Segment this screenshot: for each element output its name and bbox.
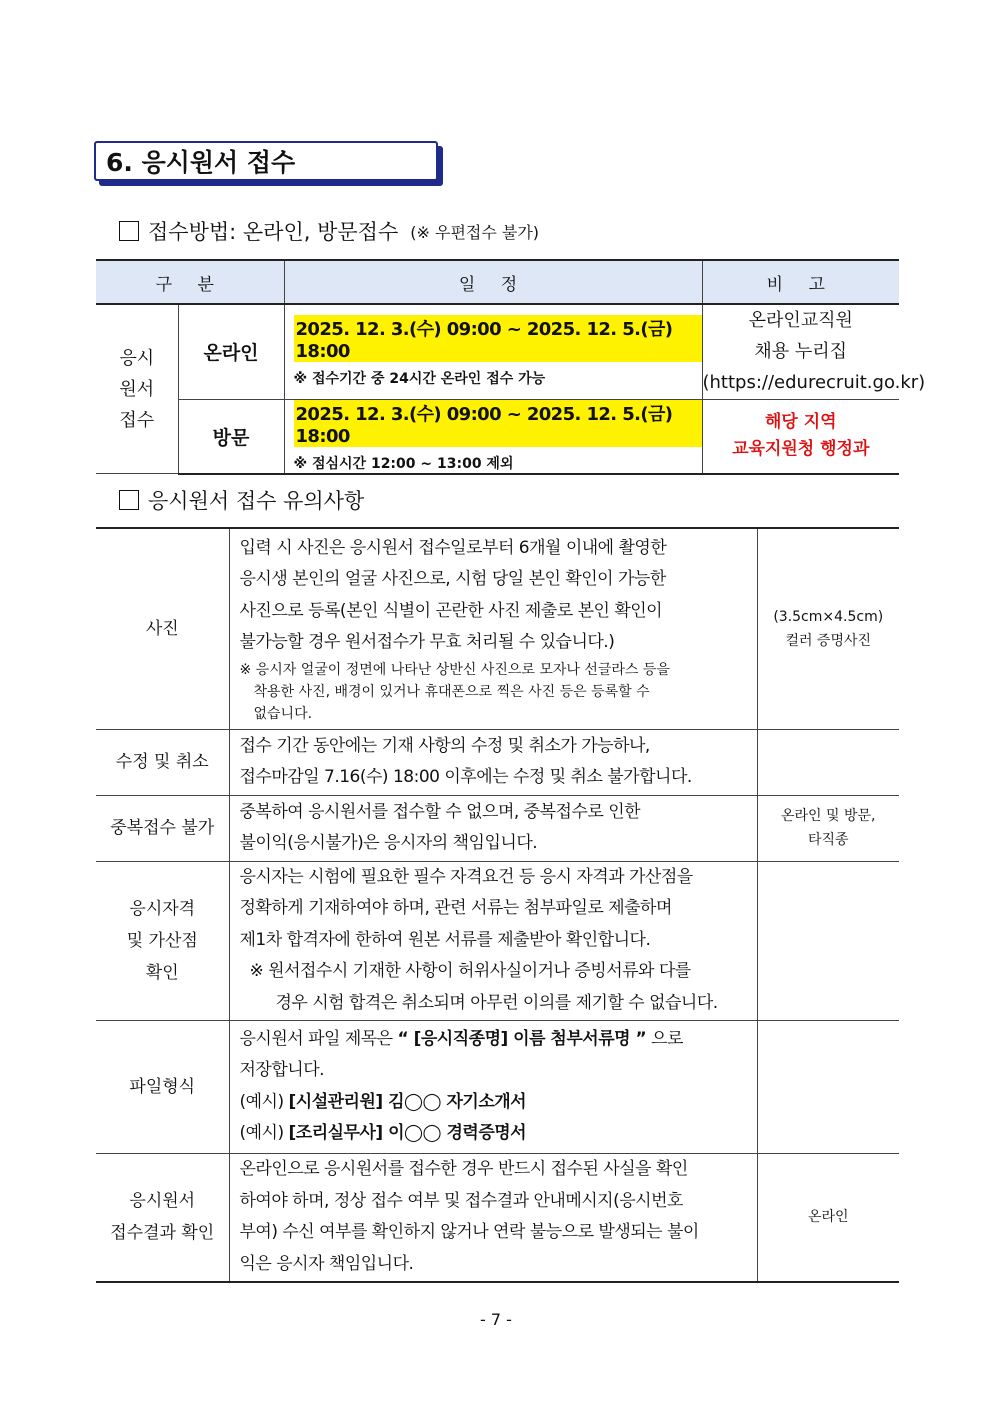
category-result: 응시원서 접수결과 확인 — [96, 1153, 229, 1282]
category-qualification: 응시자격 및 가산점 확인 — [96, 861, 229, 1020]
header-remark: 비 고 — [702, 260, 899, 304]
schedule-note: ※ 접수기간 중 24시간 온라인 접수 가능 — [293, 371, 546, 388]
header-schedule: 일 정 — [284, 260, 702, 304]
schedule-table — [96, 259, 926, 475]
notes-heading — [119, 485, 364, 515]
content-file: 응시원서 파일 제목은 “ [응시직종명] 이름 첨부서류명 ” 으로 저장합니다. (예시) [시설관리원] 김◯◯ 자기소개서 (예시) [조리실무사] 이◯◯ 경력증명서 — [229, 1020, 757, 1153]
content-result: 온라인으로 응시원서를 접수한 경우 반드시 접수된 사실을 확인 하여야 하며, 정상 접수 여부 및 접수결과 안내메시지(응시번호 부여) 수신 여부를 확인하지 않거나 연락 불능으로 발생되는 불이 익은 응시자 책임입니다. — [229, 1153, 757, 1282]
schedule-note: ※ 점심시간 12:00 ~ 13:00 제외 — [293, 455, 514, 472]
table-row — [96, 304, 899, 399]
content-duplicate: 중복하여 응시원서를 접수할 수 없으며, 중복접수로 인한 불이익(응시불가)은 응시자의 책임입니다. — [229, 795, 757, 861]
table-row — [96, 729, 899, 795]
section-title-text: 6. 응시원서 접수 — [106, 148, 296, 177]
method-visit: 방문 — [178, 399, 284, 474]
date-range-highlight: 2025. 12. 3.(수) 09:00 ~ 2025. 12. 5.(금) 18:00 — [294, 315, 702, 362]
schedule-cell — [284, 304, 702, 399]
remark-cell: 온라인교직원 채용 누리집 (https://edurecruit.go.kr) — [702, 304, 899, 399]
table-row — [96, 1020, 899, 1153]
table-row — [96, 795, 899, 861]
method-heading — [119, 216, 539, 246]
method-note: (※ 우편접수 불가) — [410, 222, 540, 242]
category-edit: 수정 및 취소 — [96, 729, 229, 795]
notes-heading-text: 응시원서 접수 유의사항 — [148, 489, 365, 513]
group-label: 응시 원서 접수 — [96, 304, 178, 474]
remark-edit — [757, 729, 899, 795]
date-range-highlight: 2025. 12. 3.(수) 09:00 ~ 2025. 12. 5.(금) 18:00 — [294, 400, 702, 447]
schedule-cell — [284, 399, 702, 474]
photo-note: ※ 응시자 얼굴이 정면에 나타난 상반신 사진으로 모자나 선글라스 등을 착용한 사진, 배경이 있거나 휴대폰으로 찍은 사진 등은 등록할 수 없습니다. — [239, 661, 670, 722]
content-edit: 접수 기간 동안에는 기재 사항의 수정 및 취소가 가능하나, 접수마감일 7.16(수) 18:00 이후에는 수정 및 취소 불가합니다. — [229, 729, 757, 795]
category-file: 파일형식 — [96, 1020, 229, 1153]
page-number: - 7 - — [480, 1310, 512, 1329]
site-url: (https://edurecruit.go.kr) — [702, 372, 926, 394]
remark-result: 온라인 — [757, 1153, 899, 1282]
content-photo: 입력 시 사진은 응시원서 접수일로부터 6개월 이내에 촬영한 응시생 본인의 얼굴 사진으로, 시험 당일 본인 확인이 가능한 사진으로 등록(본인 식별이 곤란한 사진 제출로 본인 확인이 불가능할 경우 원서접수가 무효 처리될 수 있습니다.) ※ 응시자 얼굴이 정면에 나타난 상반신 사진으로 모자나 선글라스 등을 착용한 사진, 배경이 있거나 휴대폰으로 찍은 사진 등은 등록할 수 없습니다. — [229, 528, 757, 729]
section-title — [94, 141, 438, 181]
method-heading-text: 접수방법: 온라인, 방문접수 — [148, 220, 399, 244]
table-row — [96, 1153, 899, 1282]
header-category: 구 분 — [96, 260, 284, 304]
remark-duplicate: 온라인 및 방문, 타직종 — [757, 795, 899, 861]
table-row — [96, 861, 899, 1020]
remark-file — [757, 1020, 899, 1153]
schedule-table-header — [96, 260, 899, 304]
method-online: 온라인 — [178, 304, 284, 399]
table-row — [96, 528, 899, 729]
content-qualification: 응시자는 시험에 필요한 필수 자격요건 등 응시 자격과 가산점을 정확하게 기재하여야 하며, 관련 서류는 첨부파일로 제출하며 제1차 합격자에 한하여 원본 서류를 제출받아 확인합니다. ※ 원서접수시 기재한 사항이 허위사실이거나 증빙서류와 다를 경우 시험 합격은 취소되며 아무런 이의를 제기할 수 없습니다. — [229, 861, 757, 1020]
remark-cell: 해당 지역 교육지원청 행정과 — [702, 399, 899, 474]
category-photo: 사진 — [96, 528, 229, 729]
checkbox-square-icon — [119, 490, 139, 510]
remark-photo: (3.5cm×4.5cm) 컬러 증명사진 — [757, 528, 899, 729]
table-row — [96, 399, 899, 474]
checkbox-square-icon — [119, 221, 139, 241]
notes-table — [96, 527, 899, 1283]
remark-qualification — [757, 861, 899, 1020]
category-duplicate: 중복접수 불가 — [96, 795, 229, 861]
